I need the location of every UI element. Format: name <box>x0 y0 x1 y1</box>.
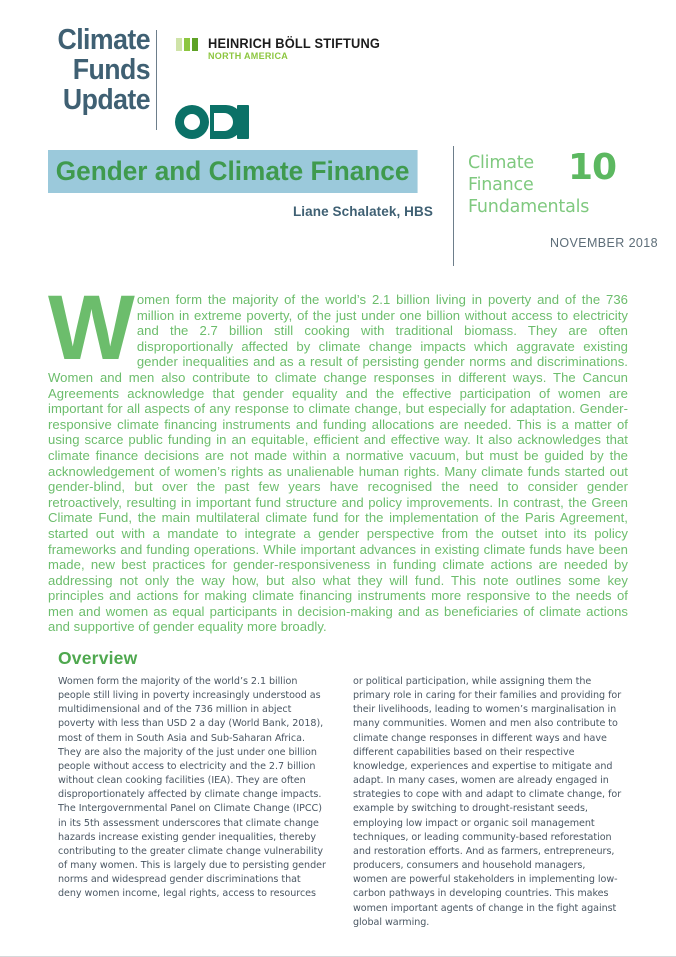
lead-paragraph <box>48 277 628 635</box>
cfu-logo-line-2: Funds <box>72 53 150 86</box>
masthead <box>0 22 676 132</box>
overview-right-text: or political participation, while assigning them the primary role in caring for their families and providing for their livelihoods, leading to women’s marginalisation in many communities. Women and men also contribute to climate change responses in different ways and have different capabilities based on their respective knowledge, experiences and expertise to mitigate and adapt. In many cases, women are already engaged in strategies to cope with and adapt to climate change, for example by switching to drought-resistant seeds, employing low impact or organic soil management techniques, or leading community-based reforestation and restoration efforts. And as farmers, entrepreneurs, producers, consumers and household managers, women are powerful stakeholders in implementing low-carbon pathways in developing countries. This makes women important agents of change in the fight against global warming. <box>353 676 622 928</box>
series-line-3: Fundamentals <box>468 197 590 218</box>
document-author: Liane Schalatek, HBS <box>292 204 433 219</box>
drop-cap: W <box>48 277 131 379</box>
series-line-2: Finance <box>468 175 534 196</box>
overview-columns <box>58 675 623 930</box>
series-line-1: Climate <box>468 153 534 173</box>
series-issue-number: 10 <box>568 147 617 188</box>
overview-heading: Overview <box>58 648 138 668</box>
odi-logo-icon <box>174 104 256 140</box>
odi-logo <box>174 104 256 145</box>
publication-date: NOVEMBER 2018 <box>549 236 658 250</box>
cfu-logo-line-3: Update <box>62 83 150 116</box>
overview-column-left <box>58 675 327 930</box>
lead-paragraph-text: omen form the majority of the world’s 2.1 billion living in poverty and of the 736 million in extreme poverty, of the just under one billion without access to electricity and the 2.7 billion still cooking with traditional biomass. They are often disproportionally affected by climate change impacts which aggravate existing gender inequalities and as a result of persisting gender norms and discriminations. Women and men also contribute to climate change responses in different ways. The Cancun Agreements acknowledge that gender equality and the effective participation of women are important for all aspects of any response to climate change, but especially for adaptation. Gender-responsive climate financing instruments and funding allocations are needed. This is a matter of using scarce public funding in an equitable, efficient and effective way. It also acknowledges that climate finance decisions are not made within a normative vacuum, but must be guided by the acknowledgement of women’s rights as unalienable human rights. Many climate funds started out gender-blind, but over the past few years have recognised the need to consider gender retroactively, resulting in important fund structure and policy improvements. In contrast, the Green Climate Fund, the main multilateral climate fund for the implementation of the Paris Agreement, started out with a mandate to integrate a gender perspective from the outset into its policy frameworks and funding operations. While important advances in existing climate funds have been made, new best practices for gender-responsiveness in funding climate actions are needed by addressing not only the way how, but also what they will fund. This note outlines some key principles and actions for making climate financing instruments more responsive to the needs of men and women as equal participants in decision-making and as beneficiaries of climate actions and supportive of gender equality more broadly. <box>48 292 628 635</box>
hbs-region: NORTH AMERICA <box>208 51 289 62</box>
overview-left-text: Women form the majority of the world’s 2.1 billion people still living in poverty increasingly understood as multidimensional and of the 736 million in abject poverty with less than USD 2 a day (World Bank, 2018), most of them in South Asia and Sub-Saharan Africa. They are also the majority of the just under one billion people without access to electricity and the 2.7 billion without clean cooking facilities (IEA). They are often disproportionately affected by climate change impacts. The Intergovernmental Panel on Climate Change (IPCC) in its 5th assessment underscores that climate change hazards increase existing gender inequalities, thereby contributing to the greater climate change vulnerability of many women. This is largely due to persisting gender norms and widespread gender discriminations that deny women income, legal rights, access to resources <box>58 676 326 900</box>
series-rail <box>468 147 658 250</box>
rail-divider <box>453 146 454 266</box>
climate-funds-update-logo <box>29 26 150 116</box>
hbs-name: HEINRICH BÖLL STIFTUNG <box>208 36 381 51</box>
overview-column-right <box>353 675 622 930</box>
cfu-logo-line-1: Climate <box>57 24 150 56</box>
page-title: Gender and Climate Finance <box>48 150 417 193</box>
hbs-bars-icon <box>176 38 198 51</box>
series-title <box>468 147 658 218</box>
masthead-divider <box>156 30 157 130</box>
